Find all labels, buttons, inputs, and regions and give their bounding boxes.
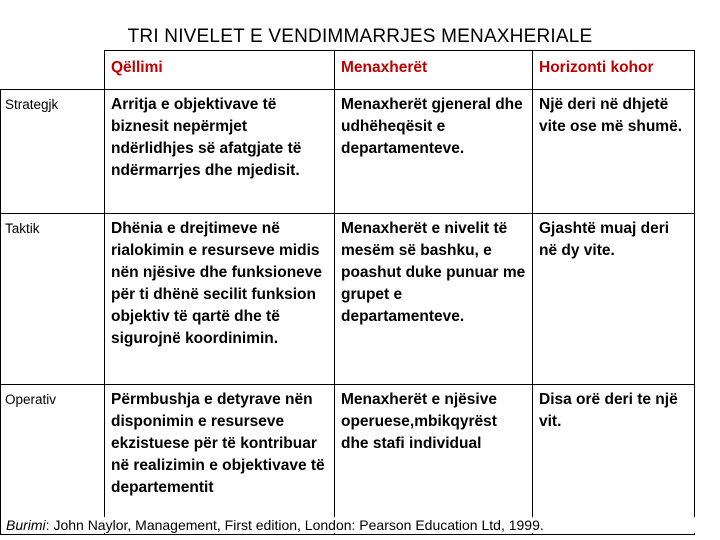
cell-strategic-horizon: Një deri në dhjetë vite ose më shumë. — [533, 90, 695, 214]
page-title: TRI NIVELET E VENDIMMARRJES MENAXHERIALE — [127, 26, 593, 47]
cell-tactical-managers: Menaxherët e nivelit të mesëm së bashku, e poashut duke punuar me grupet e departamenteve. — [335, 214, 533, 385]
decision-levels-table — [0, 50, 695, 535]
header-corner-cell — [1, 51, 105, 90]
header-goal: Qëllimi — [105, 51, 335, 90]
table-row-strategic — [1, 90, 695, 214]
row-label-operational: Operativ — [1, 385, 105, 535]
row-label-strategic: Strategjk — [1, 90, 105, 214]
source-prefix: Burimi — [6, 517, 46, 533]
cell-operational-horizon: Disa orë deri te një vit. — [533, 385, 695, 535]
cell-tactical-goal: Dhënia e drejtimeve në rialokimin e resurseve midis nën njësive dhe funksioneve për ti dhënë secilit funksion objektiv të qartë dhe të sigurojnë koordinimin. — [105, 214, 335, 385]
cell-strategic-goal: Arritja e objektivave të biznesit nepërmjet ndërlidhjes së afatgjate të ndërmarrjes dhe mjedisit. — [105, 90, 335, 214]
source-citation — [6, 517, 706, 533]
table-row-tactical — [1, 214, 695, 385]
cell-operational-managers: Menaxherët e njësive operuese,mbikqyrëst dhe stafi individual — [335, 385, 533, 535]
cell-operational-goal: Përmbushja e detyrave nën disponimin e resurseve ekzistuese për të kontribuar në realizimin e objektivave të departementit — [105, 385, 335, 535]
table-row-operational — [1, 385, 695, 535]
cell-strategic-managers: Menaxherët gjeneral dhe udhëheqësit e departamenteve. — [335, 90, 533, 214]
table-header-row — [1, 51, 695, 90]
header-time-horizon: Horizonti kohor — [533, 51, 695, 90]
cell-tactical-horizon: Gjashtë muaj deri në dy vite. — [533, 214, 695, 385]
header-managers: Menaxherët — [335, 51, 533, 90]
row-label-tactical: Taktik — [1, 214, 105, 385]
source-text: : John Naylor, Management, First edition, London: Pearson Education Ltd, 1999. — [45, 517, 544, 533]
